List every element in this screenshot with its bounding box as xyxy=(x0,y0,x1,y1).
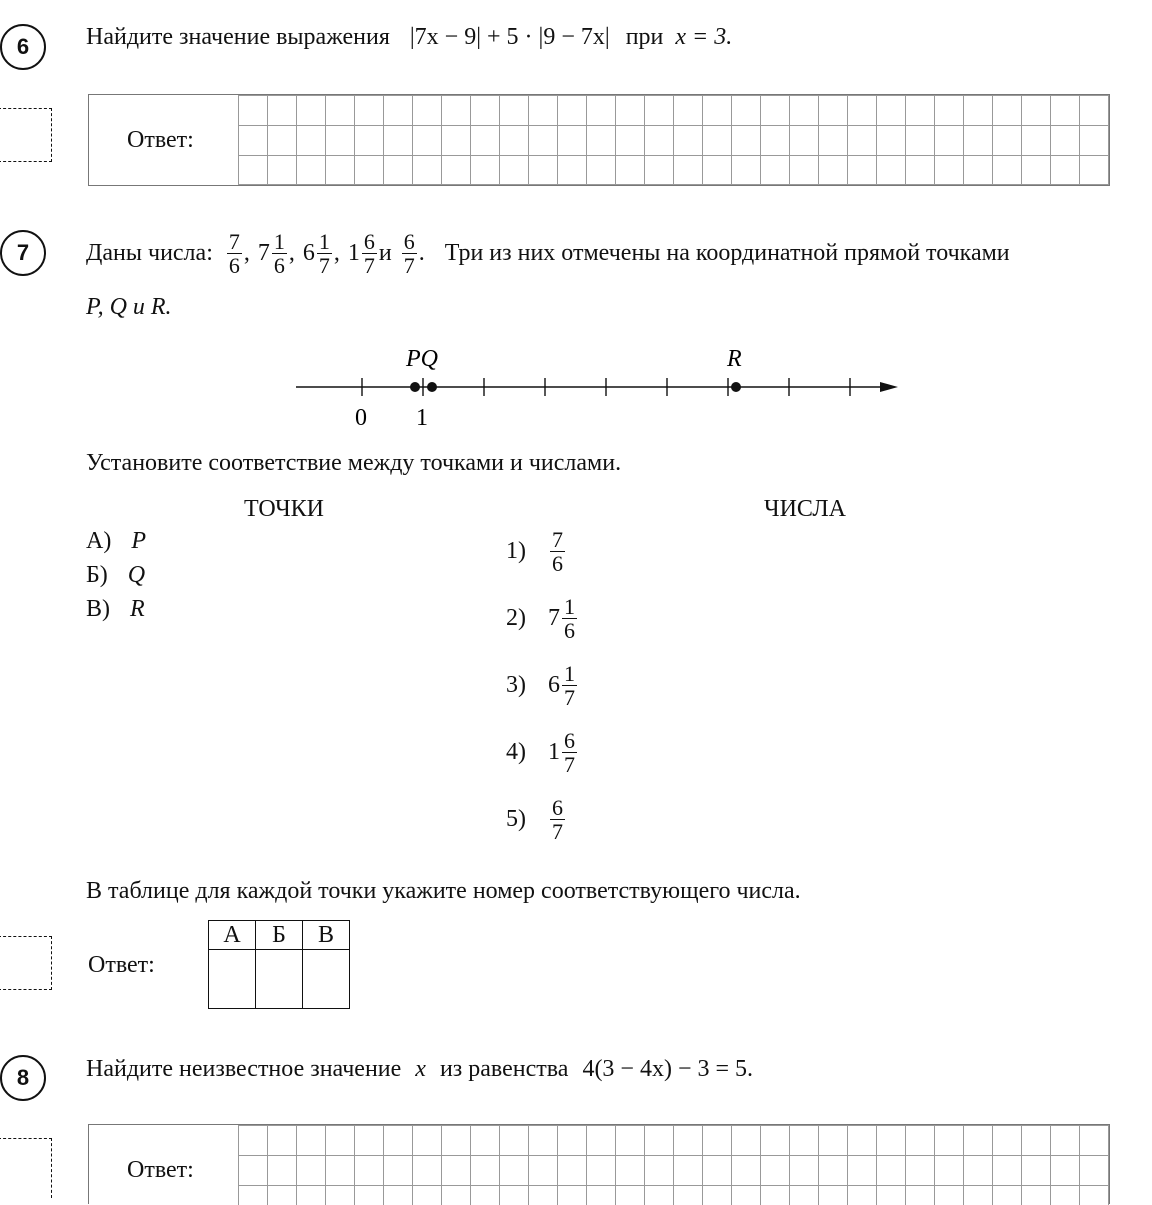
task-6-text: Найдите значение выражения xyxy=(86,24,390,50)
label-r: R xyxy=(727,346,742,372)
number-line-arrow xyxy=(880,382,898,392)
task-7-statement xyxy=(86,230,1010,277)
option-row xyxy=(506,729,579,776)
option-row xyxy=(506,662,579,709)
answer-header-a: А xyxy=(209,921,256,950)
given-number-2-denominator: 6 xyxy=(273,253,285,279)
task-7-answer-table xyxy=(208,920,350,1009)
task-8-answer-frame xyxy=(88,1124,1110,1204)
option-value-4-numerator: 6 xyxy=(564,728,575,753)
given-number-separator: , xyxy=(243,240,250,267)
point-q xyxy=(427,382,437,392)
option-value-3 xyxy=(548,662,579,709)
given-number-3 xyxy=(303,230,334,277)
option-row xyxy=(506,528,567,575)
option-value-4 xyxy=(548,729,579,776)
option-value-3-numerator: 1 xyxy=(564,661,575,686)
option-row xyxy=(506,595,579,642)
given-number-1 xyxy=(225,230,244,277)
option-value-1 xyxy=(548,528,567,575)
task-6-answer-frame xyxy=(88,94,1110,186)
given-number-1-numerator: 7 xyxy=(228,229,240,254)
given-number-3-numerator: 1 xyxy=(318,229,330,254)
given-number-5-denominator: 7 xyxy=(403,253,415,279)
given-number-separator: и xyxy=(378,240,392,267)
task-6-when: при xyxy=(625,24,664,50)
task-8-text-mid: из равенства xyxy=(439,1056,569,1082)
option-value-4-whole: 1 xyxy=(548,739,560,766)
given-number-4-whole: 1 xyxy=(347,240,360,267)
task-7-table-instruction: В таблице для каждой точки укажите номер соответствующего числа. xyxy=(86,878,801,904)
task-6-number: 6 xyxy=(0,24,46,70)
option-key: 4) xyxy=(506,739,526,766)
given-number-4-denominator: 7 xyxy=(363,253,375,279)
point-key: Б) xyxy=(86,562,108,588)
tick-label-1: 1 xyxy=(416,405,428,431)
option-value-2-numerator: 1 xyxy=(564,594,575,619)
given-number-4 xyxy=(348,230,379,277)
task-8-statement xyxy=(86,1056,753,1083)
point-row xyxy=(86,562,145,589)
option-key: 2) xyxy=(506,605,526,632)
col-numbers-header: ЧИСЛА xyxy=(764,496,846,522)
point-r xyxy=(731,382,741,392)
task-6-expression: |7x − 9| + 5 · |9 − 7x| xyxy=(409,24,610,50)
given-number-separator: . xyxy=(418,240,425,267)
answer-header-b: Б xyxy=(256,921,303,950)
given-number-4-numerator: 6 xyxy=(363,229,375,254)
given-number-5 xyxy=(400,230,419,277)
given-number-2-whole: 7 xyxy=(257,240,270,267)
answer-cell-b[interactable] xyxy=(256,950,303,1009)
answer-header-v: В xyxy=(303,921,350,950)
task-8-equation: 4(3 − 4x) − 3 = 5. xyxy=(582,1056,754,1082)
task-8-answer-label: Ответ: xyxy=(127,1157,194,1183)
option-value-3-whole: 6 xyxy=(548,672,560,699)
given-number-separator: , xyxy=(333,240,340,267)
option-value-3-denominator: 7 xyxy=(564,685,575,711)
task-7-score-box xyxy=(0,936,52,990)
number-line xyxy=(290,340,910,435)
task-7-text-after: Три из них отмечены на координатной прямой точками xyxy=(444,240,1010,267)
task-7-instruction: Установите соответствие между точками и числами. xyxy=(86,450,622,476)
task-6-statement xyxy=(86,24,732,51)
point-p xyxy=(410,382,420,392)
task-7-number: 7 xyxy=(0,230,46,276)
point-row xyxy=(86,528,146,555)
task-7-given-numbers xyxy=(225,230,433,277)
given-number-3-denominator: 7 xyxy=(318,253,330,279)
task-6-condition: x = 3. xyxy=(675,24,733,50)
option-value-2 xyxy=(548,595,579,642)
point-row xyxy=(86,596,145,623)
point-key: А) xyxy=(86,528,112,554)
task-7-given: Даны числа: xyxy=(86,240,213,267)
option-key: 1) xyxy=(506,538,526,565)
task-8-number: 8 xyxy=(0,1055,46,1101)
task-8-score-box xyxy=(0,1138,52,1198)
task-6-answer-label: Ответ: xyxy=(127,127,194,153)
task-6-score-box xyxy=(0,108,52,162)
given-number-1-denominator: 6 xyxy=(228,253,240,279)
task-7-points-line: P, Q и R. xyxy=(86,294,172,320)
tick-label-0: 0 xyxy=(355,405,367,431)
task-6-answer-grid[interactable] xyxy=(238,95,1109,185)
option-row xyxy=(506,796,567,843)
given-number-3-whole: 6 xyxy=(302,240,315,267)
given-number-separator: , xyxy=(288,240,295,267)
option-value-5 xyxy=(548,796,567,843)
option-value-2-whole: 7 xyxy=(548,605,560,632)
given-number-2-numerator: 1 xyxy=(273,229,285,254)
point-name: P xyxy=(131,528,146,554)
point-name: Q xyxy=(127,562,146,588)
given-number-2 xyxy=(258,230,289,277)
option-value-5-denominator: 7 xyxy=(552,819,563,845)
point-key: В) xyxy=(86,596,110,622)
option-value-1-numerator: 7 xyxy=(552,527,563,552)
col-points-header: ТОЧКИ xyxy=(244,496,325,522)
task-7-answer-label: Ответ: xyxy=(88,952,155,978)
option-key: 5) xyxy=(506,806,526,833)
task-8-answer-grid[interactable] xyxy=(238,1125,1109,1205)
option-value-4-denominator: 7 xyxy=(564,752,575,778)
task-8-text: Найдите неизвестное значение xyxy=(86,1056,402,1082)
given-number-5-numerator: 6 xyxy=(403,229,415,254)
answer-cell-a[interactable] xyxy=(209,950,256,1009)
option-value-1-denominator: 6 xyxy=(552,551,563,577)
option-value-5-numerator: 6 xyxy=(552,795,563,820)
answer-cell-v[interactable] xyxy=(303,950,350,1009)
point-name: R xyxy=(130,596,145,622)
task-8-var: x xyxy=(415,1056,426,1082)
option-value-2-denominator: 6 xyxy=(564,618,575,644)
label-pq: PQ xyxy=(406,346,438,372)
option-key: 3) xyxy=(506,672,526,699)
